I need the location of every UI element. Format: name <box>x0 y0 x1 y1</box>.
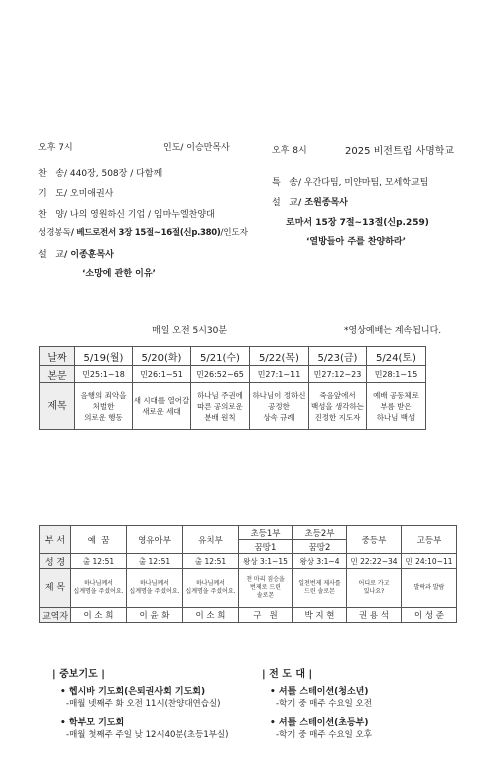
scripture-value: / 베드로전서 3장 15절~16절(신p.380) <box>70 228 221 238</box>
topic-cell: 어디로 가고 있나요? <box>347 569 402 608</box>
teacher-cell: 구 원 <box>239 608 293 623</box>
teacher-label: 교역자 <box>40 608 71 623</box>
prayer-item-detail: -매월 넷째주 화 오전 11시(찬양대연습실) <box>66 699 221 709</box>
school-table <box>39 525 457 623</box>
left-prayer-row <box>38 186 113 199</box>
right-special-row <box>272 175 428 188</box>
dawn-header-row <box>40 347 426 366</box>
topic-label: 제 목 <box>40 569 71 608</box>
text-cell: 민26:52~65 <box>191 366 250 383</box>
dept-cell: 영유아부 <box>127 526 183 554</box>
bible-cell: 민 24:10~11 <box>402 554 457 569</box>
date-cell: 5/20(화) <box>133 347 191 366</box>
title-cell: 예배 공동체로 부름 받은 하나님 백성 <box>367 383 426 430</box>
right-sermon-label: 설 교 <box>272 198 298 208</box>
scripture-label: 성경봉독 <box>38 228 71 238</box>
dept-cell: 고등부 <box>402 526 457 554</box>
title-cell: 죽음앞에서 백성을 생각하는 진정한 지도자 <box>309 383 367 430</box>
dept-cell: 초등2부 <box>293 526 347 540</box>
bible-row <box>40 554 457 569</box>
right-service-time: 오후 8시 <box>272 146 307 156</box>
left-hymn-row <box>38 166 162 179</box>
bible-cell: 출 12:51 <box>127 554 183 569</box>
dept-cell: 예 꿈 <box>71 526 127 554</box>
bible-cell: 민 22:22~34 <box>347 554 402 569</box>
bible-cell: 왕상 3:1~15 <box>239 554 293 569</box>
teacher-cell: 박 지 현 <box>293 608 347 623</box>
sermon-value: / 이종훈목사 <box>63 250 114 260</box>
hymn-label: 찬 송 <box>38 169 64 179</box>
prayer-item-name: • 학부모 기도회 <box>60 718 125 728</box>
topic-cell: 천 마리 짐승을 번제로 드린 솔로몬 <box>239 569 293 608</box>
bible-cell: 출 12:51 <box>71 554 127 569</box>
teacher-cell: 권 용 석 <box>347 608 402 623</box>
special-label: 특 송 <box>272 178 298 188</box>
topic-cell: 일천번제 제사를 드린 솔로몬 <box>293 569 347 608</box>
title-label: 제목 <box>40 383 75 430</box>
right-sermon-title: ‘열방들아 주를 찬양하라’ <box>306 237 407 247</box>
prayer-label: 기 도 <box>38 189 64 199</box>
dawn-title: 매일 오전 5시30분 <box>152 326 228 336</box>
dawn-schedule-table <box>39 346 426 430</box>
right-scripture: 로마서 15장 7절~13절(신p.259) <box>286 218 429 228</box>
evangelism-item-name: • 셔틀 스테이션(청소년) <box>270 687 369 697</box>
prayer-value: / 오미애권사 <box>63 189 114 199</box>
text-label: 본문 <box>40 366 75 383</box>
date-cell: 5/23(금) <box>309 347 367 366</box>
right-sermon-row <box>272 195 348 208</box>
right-sermon-value: / 조원종목사 <box>297 198 348 208</box>
date-header: 날짜 <box>40 347 75 366</box>
title-cell: 음행의 죄악을 처벌한 의로운 행동 <box>75 383 133 430</box>
prayer-section-title: | 중보기도 | <box>52 669 105 680</box>
anthem-label: 찬 양 <box>38 210 64 220</box>
dept-cell: 유치부 <box>183 526 239 554</box>
scripture-tail: /인도자 <box>220 228 248 238</box>
dawn-title-row <box>40 383 426 430</box>
hymn-value: / 440장, 508장 / 다함께 <box>63 169 163 179</box>
dept-label: 부 서 <box>40 526 71 554</box>
text-cell: 민25:1~18 <box>75 366 133 383</box>
evangelism-item-detail: -학기 중 매주 수요일 오후 <box>276 730 372 740</box>
special-value: / 우간다팀, 미얀마팀, 모세학교팀 <box>297 178 429 188</box>
topic-cell: 발락과 발람 <box>402 569 457 608</box>
bible-cell: 왕상 3:1~4 <box>293 554 347 569</box>
dawn-note: *영상예배는 계속됩니다. <box>344 326 442 336</box>
dept-cell: 꿈땅2 <box>293 540 347 554</box>
topic-row <box>40 569 457 608</box>
evangelism-section-title: | 전 도 대 | <box>262 669 313 680</box>
date-cell: 5/21(수) <box>191 347 250 366</box>
text-cell: 민27:12~23 <box>309 366 367 383</box>
left-scripture-row <box>38 226 248 238</box>
teacher-cell: 이 윤 화 <box>127 608 183 623</box>
anthem-value: / 나의 영원하신 기업 / 임마누엘찬양대 <box>63 210 215 220</box>
left-sermon-title: ‘소망에 관한 이유’ <box>82 269 156 279</box>
title-cell: 새 시대를 열어갈 새로운 세대 <box>133 383 191 430</box>
date-cell: 5/19(월) <box>75 347 133 366</box>
text-cell: 민28:1~15 <box>367 366 426 383</box>
text-cell: 민26:1~51 <box>133 366 191 383</box>
evangelism-item-name: • 셔틀 스테이션(초등부) <box>270 718 369 728</box>
topic-cell: 하나님께서 십계명을 주셨어요. <box>183 569 239 608</box>
topic-cell: 하나님께서 십계명을 주셨어요. <box>71 569 127 608</box>
date-cell: 5/22(목) <box>250 347 309 366</box>
dept-row-top <box>40 526 457 540</box>
prayer-item-detail: -매월 첫째주 주일 낮 12시40분(초등1부실) <box>66 730 229 740</box>
title-cell: 하나님 주권에 따른 공의로운 분배 원칙 <box>191 383 250 430</box>
topic-cell: 하나님께서 십계명을 주셨어요. <box>127 569 183 608</box>
left-anthem-row <box>38 207 215 220</box>
dept-cell: 초등1부 <box>239 526 293 540</box>
left-sermon-row <box>38 247 114 260</box>
sermon-label: 설 교 <box>38 250 64 260</box>
bible-cell: 출 12:51 <box>183 554 239 569</box>
text-cell: 민27:1~11 <box>250 366 309 383</box>
dept-cell: 중등부 <box>347 526 402 554</box>
teacher-cell: 이 성 준 <box>402 608 457 623</box>
left-service-time: 오후 7시 <box>38 143 73 153</box>
teacher-row <box>40 608 457 623</box>
prayer-item-name: • 헵시바 기도회(은퇴권사회 기도회) <box>60 687 206 697</box>
dept-cell: 꿈땅1 <box>239 540 293 554</box>
date-cell: 5/24(토) <box>367 347 426 366</box>
teacher-cell: 이 소 희 <box>71 608 127 623</box>
teacher-cell: 이 소 희 <box>183 608 239 623</box>
left-service-leader: 인도/ 이승만목사 <box>163 143 230 153</box>
right-service-event: 2025 비전트립 사명학교 <box>345 146 455 157</box>
bible-label: 성 경 <box>40 554 71 569</box>
dawn-text-row <box>40 366 426 383</box>
title-cell: 하나님이 정하신 공정한 상속 규례 <box>250 383 309 430</box>
evangelism-item-detail: -학기 중 매주 수요일 오전 <box>276 699 372 709</box>
